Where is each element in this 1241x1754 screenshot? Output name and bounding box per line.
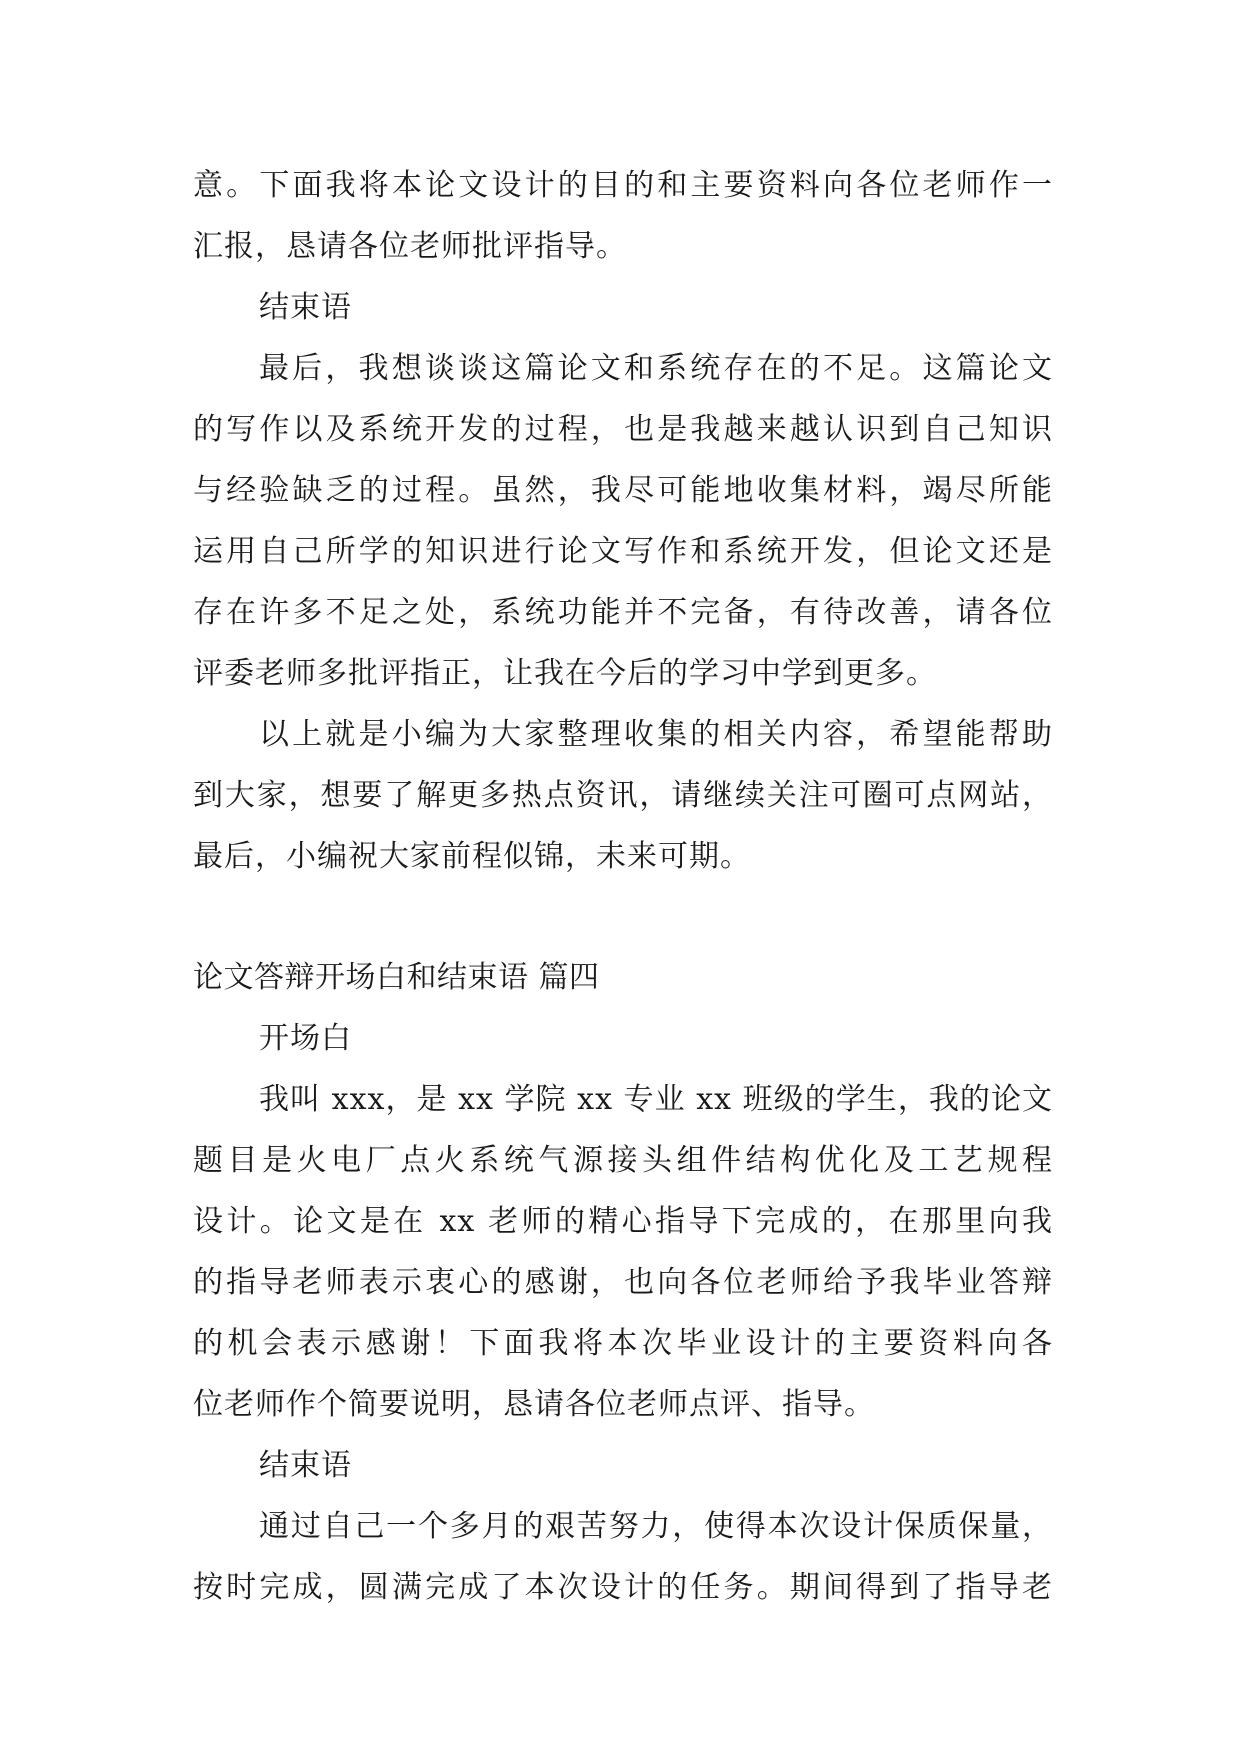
paragraph-line: 题目是火电厂点火系统气源接头组件结构优化及工艺规程: [193, 1143, 1053, 1178]
paragraph-line: 的指导老师表示衷心的感谢，也向各位老师给予我毕业答辩: [193, 1265, 1053, 1300]
paragraph-line: 意。下面我将本论文设计的目的和主要资料向各位老师作一: [193, 168, 1053, 203]
paragraph-line: 与经验缺乏的过程。虽然，我尽可能地收集材料，竭尽所能: [193, 473, 1053, 508]
section-gap: [193, 887, 1053, 947]
paragraph-line: 我叫 xxx，是 xx 学院 xx 专业 xx 班级的学生，我的论文: [259, 1082, 1053, 1117]
paragraph-line: 评委老师多批评指正，让我在今后的学习中学到更多。: [193, 656, 937, 691]
paragraph-line: 按时完成，圆满完成了本次设计的任务。期间得到了指导老: [193, 1570, 1053, 1605]
paragraph-line: 运用自己所学的知识进行论文写作和系统开发，但论文还是: [193, 534, 1053, 569]
paragraph-line: 以上就是小编为大家整理收集的相关内容，希望能帮助: [259, 717, 1053, 752]
paragraph-line: 通过自己一个多月的艰苦努力，使得本次设计保质保量，: [259, 1509, 1053, 1544]
closing-heading: 结束语: [259, 1448, 352, 1483]
paragraph-line: 汇报，恳请各位老师批评指导。: [193, 229, 627, 264]
opening-heading: 开场白: [259, 1021, 352, 1056]
paragraph-line: 设计。论文是在 xx 老师的精心指导下完成的，在那里向我: [193, 1204, 1053, 1239]
paragraph-line: 位老师作个简要说明，恳请各位老师点评、指导。: [193, 1387, 875, 1422]
paragraph-line: 最后，我想谈谈这篇论文和系统存在的不足。这篇论文: [259, 351, 1053, 386]
paragraph-line: 的写作以及系统开发的过程，也是我越来越认识到自己知识: [193, 412, 1053, 447]
closing-heading: 结束语: [259, 290, 352, 325]
paragraph-line: 存在许多不足之处，系统功能并不完备，有待改善，请各位: [193, 595, 1053, 630]
section-title: 论文答辩开场白和结束语 篇四: [193, 960, 600, 995]
paragraph-line: 最后，小编祝大家前程似锦，未来可期。: [193, 839, 751, 874]
paragraph-line: 到大家，想要了解更多热点资讯，请继续关注可圈可点网站，: [193, 778, 1053, 813]
document-body: [193, 155, 1053, 1618]
paragraph-line: 的机会表示感谢！下面我将本次毕业设计的主要资料向各: [193, 1326, 1053, 1361]
